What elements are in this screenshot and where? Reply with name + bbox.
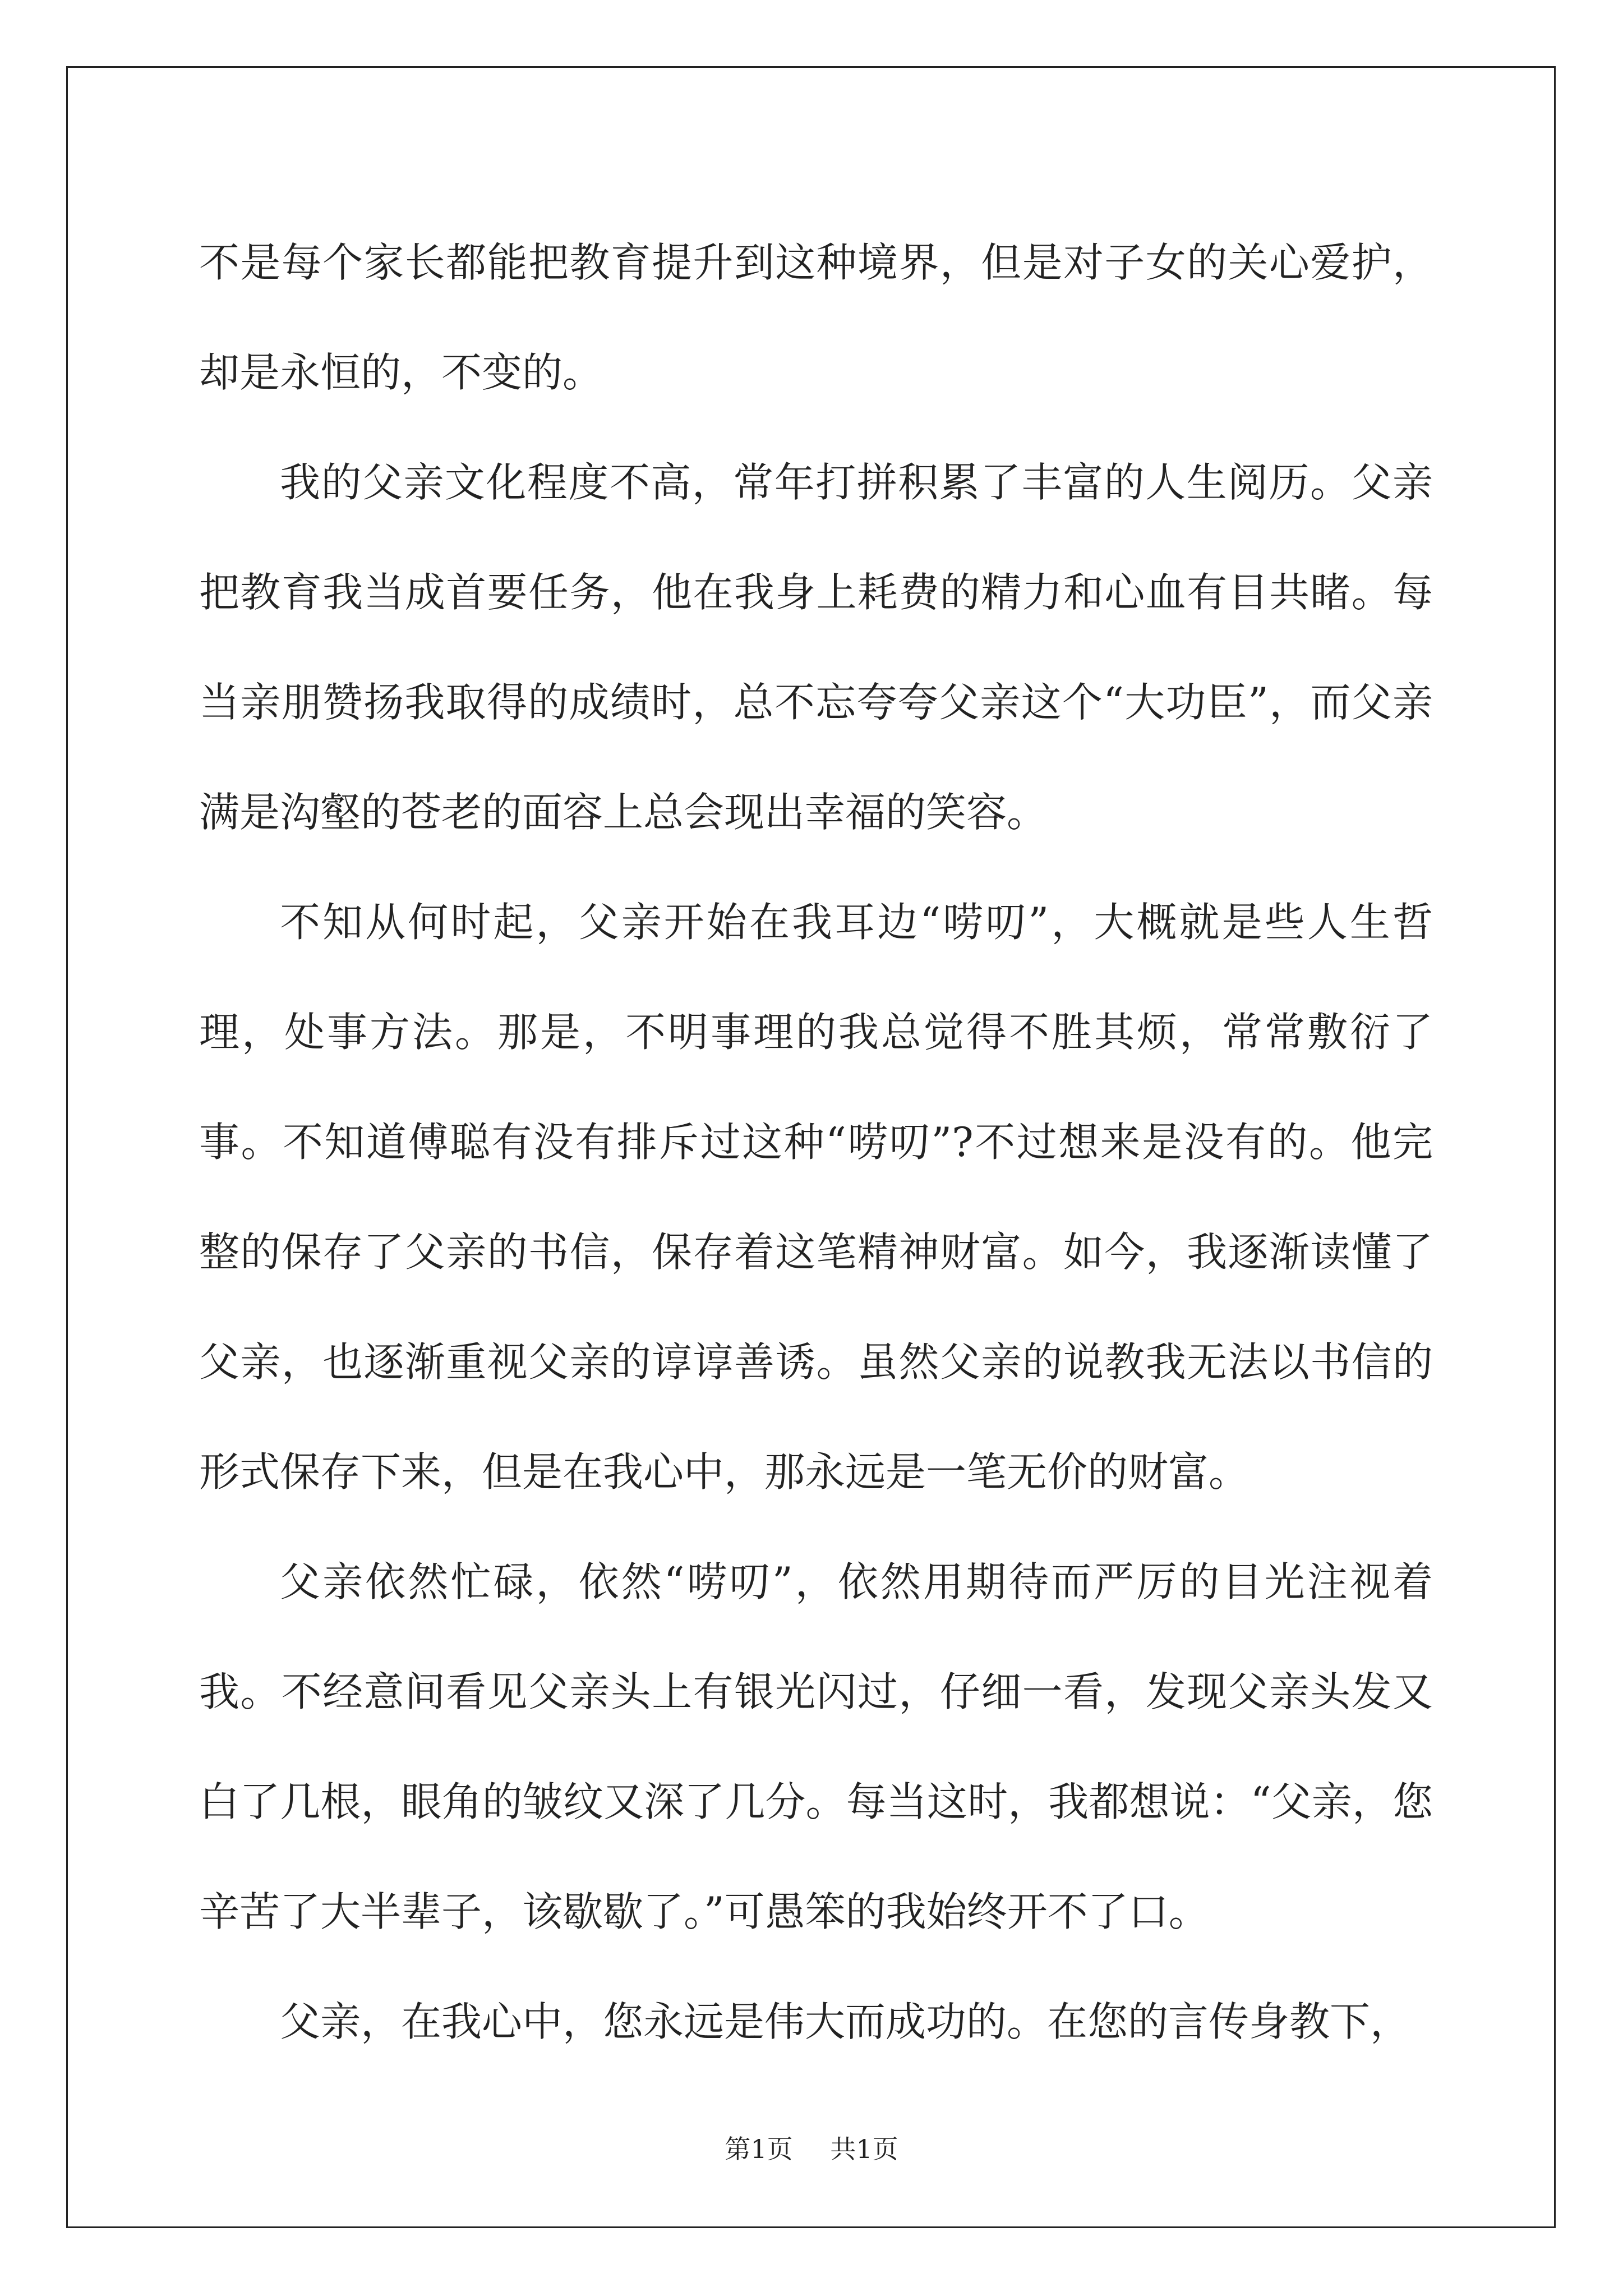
page-total: 共1页 [830,2134,898,2164]
page-number: 第1页 [725,2134,793,2164]
paragraph: 父亲，在我心中，您永远是伟大而成功的。在您的言传身教下， [280,1998,1411,2045]
paragraph: 不知从何时起，父亲开始在我耳边“唠叨”，大概就是些人生哲理，处事方法。那是，不明事理的我总觉得不胜其烦，常常敷衍了事。不知道傅聪有没有排斥过这种“唠叨”?不过想来是没有的。他完整的保存了父亲的书信，保存着这笔精神财富。如今，我逐渐读懂了父亲，也逐渐重视父亲的谆谆善诱。虽然父亲的说教我无法以书信的形式保存下来，但是在我心中，那永远是一笔无价的财富。 [199,899,1433,1496]
paragraph: 不是每个家长都能把教育提升到这种境界，但是对子女的关心爱护，却是永恒的，不变的。 [199,239,1433,396]
paragraph: 我的父亲文化程度不高，常年打拼积累了丰富的人生阅历。父亲把教育我当成首要任务，他在我身上耗费的精力和心血有目共睹。每当亲朋赞扬我取得的成绩时，总不忘夸夸父亲这个“大功臣”，而父亲满是沟壑的苍老的面容上总会现出幸福的笑容。 [199,459,1433,836]
page-footer [0,2129,1623,2166]
paragraph: 父亲依然忙碌，依然“唠叨”，依然用期待而严厉的目光注视着我。不经意间看见父亲头上有银光闪过，仔细一看，发现父亲头发又白了几根，眼角的皱纹又深了几分。每当这时，我都想说：“父亲，您辛苦了大半辈子，该歇歇了。”可愚笨的我始终开不了口。 [199,1558,1433,1935]
document-body [199,208,1433,2077]
